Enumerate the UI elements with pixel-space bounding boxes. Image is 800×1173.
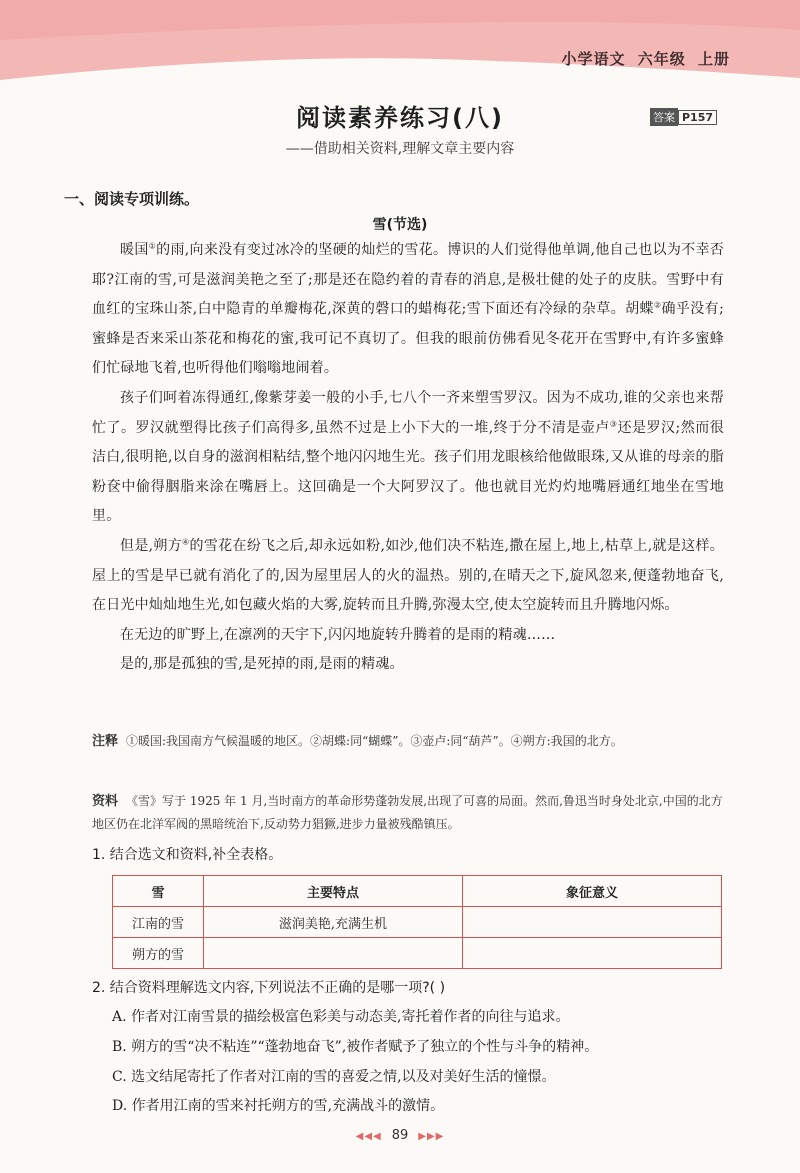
passage-title: 雪(节选) <box>372 217 428 233</box>
prev-arrows-icon: ◀◀◀ <box>355 1131 382 1142</box>
paragraph-2 <box>92 384 724 532</box>
book-label: 小学语文 六年级 上册 <box>561 50 730 68</box>
notes-label: 注释 <box>92 734 119 749</box>
option-a[interactable]: A. 作者对江南雪景的描绘极富色彩美与动态美,寄托着作者的向往与追求。 <box>112 1009 570 1025</box>
table-header: 象征意义 <box>463 876 722 907</box>
page-title: 阅读素养练习(八) <box>296 104 504 132</box>
table-row <box>113 938 722 969</box>
notes-block <box>92 730 724 753</box>
background-block <box>92 790 724 836</box>
text-run: 的雨,向来没有变过冰冷的坚硬的灿烂的雪花。博识的人们觉得他单调,他自己也以为不幸否耶?江南的雪,可是滋润美艳之至了;那是还在隐约着的青春的消息,是极壮健的处子的皮肤。雪野中有血红的宝珠山茶,白中隐青的单瓣梅花,深黄的磬口的蜡梅花;雪下面还有冷绿的杂草。胡蝶 <box>92 242 724 318</box>
answer-label: 答案 <box>650 108 678 126</box>
text-run: 的雪花在纷飞之后,却永远如粉,如沙,他们决不粘连,撒在屋上,地上,枯草上,就是这样。屋上的雪是早已就有消化了的,因为屋里居人的火的温热。别的,在晴天之下,旋风忽来,便蓬勃地奋飞,在日光中灿灿地生光,如包藏火焰的大雾,旋转而且升腾,弥漫太空,使太空旋转而且升腾地闪烁。 <box>92 537 724 614</box>
note-marker: ① <box>148 241 157 251</box>
note-marker: ② <box>653 300 662 310</box>
page-number: 89 <box>391 1128 409 1143</box>
text-run: 孩子们呵着冻得通红,像紫芽姜一般的小手,七八个一齐来塑雪罗汉。因为不成功,谁的父亲也来帮忙了。罗汉就塑得比孩子们高得多,虽然不过是上小下大的一堆,终于分不清是壶卢 <box>92 389 724 436</box>
table-cell: 江南的雪 <box>113 907 204 938</box>
notes-text: ①暖国:我国南方气候温暖的地区。②胡蝶:同“蝴蝶”。③壶卢:同“葫芦”。④朔方:我国的北方。 <box>126 734 623 748</box>
option-d[interactable]: D. 作者用江南的雪来衬托朔方的雪,充满战斗的激情。 <box>112 1098 445 1114</box>
table-header: 主要特点 <box>204 876 463 907</box>
text-run: 暖国 <box>120 242 149 258</box>
option-c[interactable]: C. 选文结尾寄托了作者对江南的雪的喜爱之情,以及对美好生活的憧憬。 <box>112 1069 556 1085</box>
header-band <box>0 0 800 90</box>
passage-text <box>92 236 724 680</box>
table-cell: 滋润美艳,充满生机 <box>204 907 463 938</box>
paragraph-4: 在无边的旷野上,在凛冽的天宇下,闪闪地旋转升腾着的是雨的精魂…… <box>120 626 556 643</box>
table-cell: 朔方的雪 <box>113 938 204 969</box>
answer-reference <box>650 108 717 126</box>
table-answer-cell[interactable] <box>204 938 463 969</box>
page-footer <box>0 1128 800 1143</box>
paragraph-1 <box>92 236 724 384</box>
paragraph-5: 是的,那是孤独的雪,是死掉的雨,是雨的精魂。 <box>120 656 404 673</box>
table-answer-cell[interactable] <box>463 907 722 938</box>
question-2-prompt: 2. 结合资料理解选文内容,下列说法不正确的是哪一项?( ) <box>92 980 446 996</box>
table-row <box>113 907 722 938</box>
table-answer-cell[interactable] <box>463 938 722 969</box>
note-marker: ④ <box>182 537 190 547</box>
note-marker: ③ <box>609 418 618 428</box>
answer-table <box>112 875 722 969</box>
text-run: 确乎没有;蜜蜂是否来采山茶花和梅花的蜜,我可记不真切了。但我的眼前仿佛看见冬花开在雪野中,有许多蜜蜂们忙碌地飞着,也听得他们嗡嗡地闹着。 <box>92 301 724 377</box>
background-label: 资料 <box>92 794 119 809</box>
answer-page: P157 <box>678 110 717 125</box>
table-header-row <box>113 876 722 907</box>
next-arrows-icon: ▶▶▶ <box>418 1131 445 1142</box>
paragraph-3 <box>92 532 724 621</box>
background-text: 《雪》写于 1925 年 1 月,当时南方的革命形势蓬勃发展,出现了可喜的局面。然而,鲁迅当时身处北京,中国的北方地区仍在北洋军阀的黑暗统治下,反动势力猖獗,进步力量被残酷镇压。 <box>92 794 723 831</box>
text-run: 还是罗汉;然而很洁白,很明艳,以自身的滋润相粘结,整个地闪闪地生光。孩子们用龙眼核给他做眼珠,又从谁的母亲的脂粉奁中偷得胭脂来涂在嘴唇上。这回确是一个大阿罗汉了。他也就目光灼灼地嘴唇通红地坐在雪地里。 <box>92 419 724 525</box>
option-b[interactable]: B. 朔方的雪“决不粘连”“蓬勃地奋飞”,被作者赋予了独立的个性与斗争的精神。 <box>112 1039 599 1055</box>
header-wave-decoration <box>0 0 800 90</box>
question-1-prompt: 1. 结合选文和资料,补全表格。 <box>92 847 283 863</box>
page-subtitle: ——借助相关资料,理解文章主要内容 <box>285 141 515 157</box>
section-heading: 一、阅读专项训练。 <box>64 190 200 208</box>
text-run: 但是,朔方 <box>120 537 183 554</box>
table-header: 雪 <box>113 876 204 907</box>
